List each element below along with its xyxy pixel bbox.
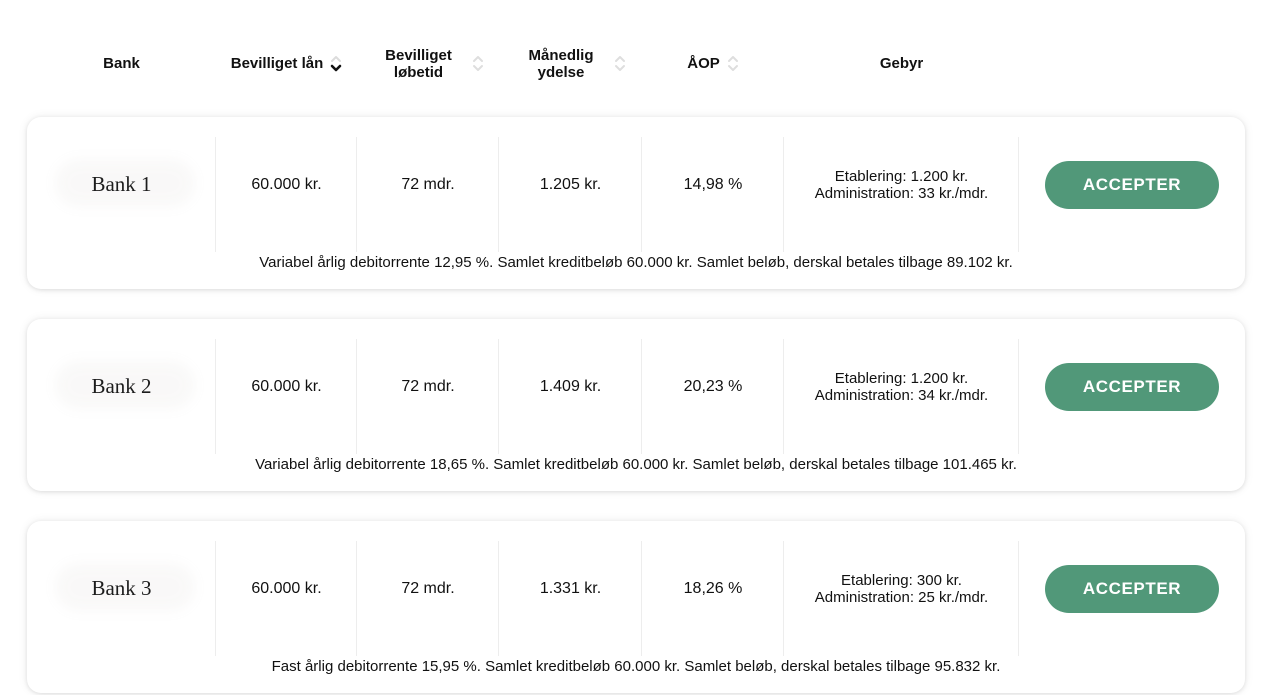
header-gebyr-label: Gebyr bbox=[879, 55, 924, 72]
fee-etablering: Etablering: 1.200 kr. bbox=[834, 369, 969, 387]
header-maanedlig-ydelse[interactable] bbox=[499, 47, 642, 81]
accept-button[interactable]: ACCEPTER bbox=[1045, 161, 1219, 209]
fee-cell bbox=[784, 319, 1019, 454]
sort-icon-bevilliget-laan[interactable] bbox=[330, 55, 342, 72]
fee-etablering: Etablering: 300 kr. bbox=[841, 571, 962, 589]
fee-administration: Administration: 34 kr./mdr. bbox=[814, 386, 989, 404]
bank-name: Bank 3 bbox=[91, 576, 152, 600]
bank-cell bbox=[27, 117, 216, 252]
header-aaop[interactable] bbox=[642, 55, 784, 72]
sort-icon-maanedlig-ydelse[interactable] bbox=[614, 55, 626, 72]
action-cell bbox=[1019, 117, 1245, 252]
chevron-down-icon bbox=[330, 64, 342, 72]
monthly-payment-cell: 1.205 kr. bbox=[499, 117, 642, 252]
loan-term-cell: 72 mdr. bbox=[357, 319, 499, 454]
bank-cell bbox=[27, 521, 216, 656]
table-header bbox=[27, 0, 1245, 117]
accept-button[interactable]: ACCEPTER bbox=[1045, 363, 1219, 411]
chevron-down-icon bbox=[727, 64, 739, 72]
loan-offer-card bbox=[27, 319, 1245, 491]
fee-cell bbox=[784, 521, 1019, 656]
header-bank bbox=[27, 55, 216, 72]
accept-button[interactable]: ACCEPTER bbox=[1045, 565, 1219, 613]
header-bevilliget-loebetid-label: Bevilliget løbetid bbox=[385, 46, 452, 81]
chevron-up-icon bbox=[727, 55, 739, 63]
header-maanedlig-ydelse-label: Månedlig ydelse bbox=[528, 46, 594, 81]
loan-offer-card bbox=[27, 117, 1245, 289]
header-gebyr bbox=[784, 55, 1019, 72]
loan-amount-cell: 60.000 kr. bbox=[216, 521, 357, 656]
fee-administration: Administration: 33 kr./mdr. bbox=[814, 184, 989, 202]
aop-cell: 18,26 % bbox=[642, 521, 784, 656]
bank-name: Bank 2 bbox=[91, 374, 152, 398]
loan-disclaimer: Variabel årlig debitorrente 12,95 %. Samlet kreditbeløb 60.000 kr. Samlet beløb, derskal betales tilbage 89.102 kr. bbox=[259, 254, 1013, 271]
aop-cell: 14,98 % bbox=[642, 117, 784, 252]
loan-disclaimer: Variabel årlig debitorrente 18,65 %. Samlet kreditbeløb 60.000 kr. Samlet beløb, derskal betales tilbage 101.465 kr. bbox=[255, 456, 1017, 473]
header-bank-label: Bank bbox=[103, 55, 140, 72]
chevron-up-icon bbox=[472, 55, 484, 63]
loan-term-cell: 72 mdr. bbox=[357, 521, 499, 656]
loan-offer-card bbox=[27, 521, 1245, 693]
header-bevilliget-laan-label: Bevilliget lån bbox=[230, 55, 324, 72]
loan-disclaimer: Fast årlig debitorrente 15,95 %. Samlet kreditbeløb 60.000 kr. Samlet beløb, derskal betales tilbage 95.832 kr. bbox=[271, 658, 1001, 675]
sort-icon-aaop[interactable] bbox=[727, 55, 739, 72]
bank-cell bbox=[27, 319, 216, 454]
header-bevilliget-laan[interactable] bbox=[216, 55, 357, 72]
loan-amount-cell: 60.000 kr. bbox=[216, 319, 357, 454]
monthly-payment-cell: 1.409 kr. bbox=[499, 319, 642, 454]
fee-administration: Administration: 25 kr./mdr. bbox=[814, 588, 989, 606]
aop-cell: 20,23 % bbox=[642, 319, 784, 454]
chevron-up-icon bbox=[614, 55, 626, 63]
chevron-up-icon bbox=[330, 55, 342, 63]
bank-name: Bank 1 bbox=[91, 172, 152, 196]
action-cell bbox=[1019, 521, 1245, 656]
chevron-down-icon bbox=[614, 64, 626, 72]
header-bevilliget-loebetid[interactable] bbox=[357, 47, 499, 81]
action-cell bbox=[1019, 319, 1245, 454]
chevron-down-icon bbox=[472, 64, 484, 72]
monthly-payment-cell: 1.331 kr. bbox=[499, 521, 642, 656]
loan-term-cell: 72 mdr. bbox=[357, 117, 499, 252]
sort-icon-bevilliget-loebetid[interactable] bbox=[472, 55, 484, 72]
fee-etablering: Etablering: 1.200 kr. bbox=[834, 167, 969, 185]
loan-amount-cell: 60.000 kr. bbox=[216, 117, 357, 252]
header-aaop-label: ÅOP bbox=[687, 55, 720, 72]
fee-cell bbox=[784, 117, 1019, 252]
